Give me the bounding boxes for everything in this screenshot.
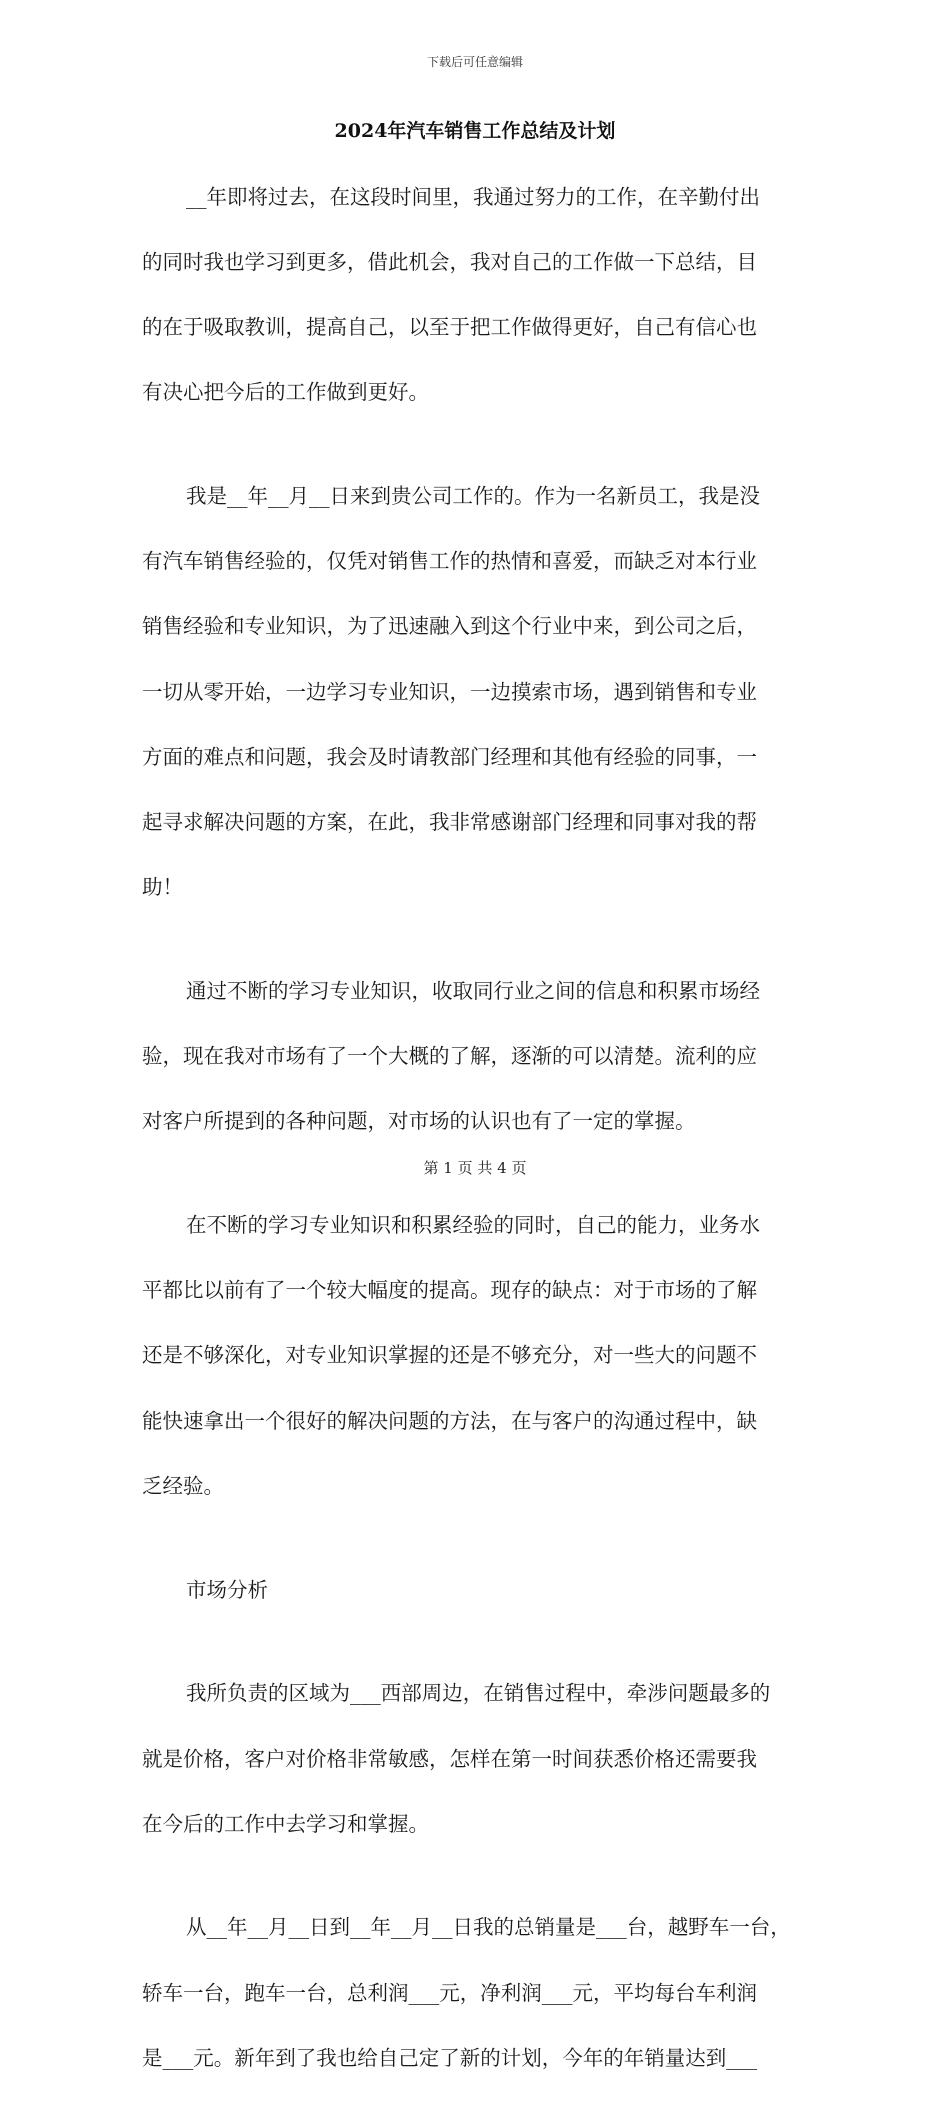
text-line: 就是价格，客户对价格非常敏感，怎样在第一时间获悉价格还需要我 [142, 1746, 757, 1771]
text-line: 对客户所提到的各种问题，对市场的认识也有了一定的掌握。 [142, 1109, 696, 1134]
text-line: 起寻求解决问题的方案，在此，我非常感谢部门经理和同事对我的帮 [142, 809, 757, 834]
paragraph-background [142, 447, 822, 936]
paragraph-region [142, 1645, 822, 1873]
text-line: 有决心把今后的工作做到更好。 [142, 380, 429, 405]
page-header-note: 下载后可任意编辑 [426, 55, 523, 69]
text-line: 平都比以前有了一个较大幅度的提高。现存的缺点：对于市场的了解 [142, 1278, 757, 1303]
page-number-footer: 第 1 页 共 4 页 [423, 1159, 527, 1177]
text-line: 能快速拿出一个很好的解决问题的方法，在与客户的沟通过程中，缺 [142, 1408, 757, 1433]
text-line: 我所负责的区域为___西部周边，在销售过程中，牵涉问题最多的 [186, 1681, 771, 1706]
text-line: 一切从零开始，一边学习专业知识，一边摸索市场，遇到销售和专业 [142, 679, 757, 704]
text-line: 验，现在我对市场有了一个大概的了解，逐渐的可以清楚。流利的应 [142, 1044, 757, 1069]
text-line: 销售经验和专业知识，为了迅速融入到这个行业中来，到公司之后， [142, 614, 757, 639]
text-line: 的同时我也学习到更多，借此机会，我对自己的工作做一下总结，目 [142, 249, 757, 274]
text-line: 在不断的学习专业知识和积累经验的同时，自己的能力，业务水 [186, 1213, 760, 1237]
text-line: 从__年__月__日到__年__月__日我的总销量是___台，越野车一台， [186, 1915, 791, 1940]
paragraph-sales-figures [142, 1879, 822, 2107]
text-line: 通过不断的学习专业知识，收取同行业之间的信息和积累市场经 [186, 978, 760, 1003]
paragraph-intro [142, 148, 822, 441]
text-line: 乏经验。 [142, 1473, 224, 1498]
text-line: 是___元。新年到了我也给自己定了新的计划，今年的年销量达到___ [142, 2045, 757, 2070]
text-line: 还是不够深化，对专业知识掌握的还是不够充分，对一些大的问题不 [142, 1343, 757, 1368]
text-line: 我是__年__月__日来到贵公司工作的。作为一名新员工，我是没 [186, 483, 760, 508]
document-title: 2024年汽车销售工作总结及计划 [334, 120, 616, 142]
text-line: 在今后的工作中去学习和掌握。 [142, 1811, 429, 1836]
text-line: 有汽车销售经验的，仅凭对销售工作的热情和喜爱，而缺乏对本行业 [142, 549, 757, 574]
text-line: __年即将过去，在这段时间里，我通过努力的工作，在辛勤付出 [186, 184, 760, 209]
paragraph-shortcomings [142, 1176, 822, 1535]
text-line: 助！ [142, 875, 183, 900]
text-line: 方面的难点和问题，我会及时请教部门经理和其他有经验的同事，一 [142, 744, 757, 769]
document-body [142, 148, 822, 2107]
section-heading-market-analysis [142, 1541, 822, 1639]
paragraph-learning [142, 942, 822, 1170]
text-line: 轿车一台，跑车一台，总利润___元，净利润___元，平均每台车利润 [142, 1980, 757, 2005]
text-line: 的在于吸取教训，提高自己，以至于把工作做得更好，自己有信心也 [142, 314, 757, 339]
text-line: 市场分析 [186, 1577, 268, 1602]
